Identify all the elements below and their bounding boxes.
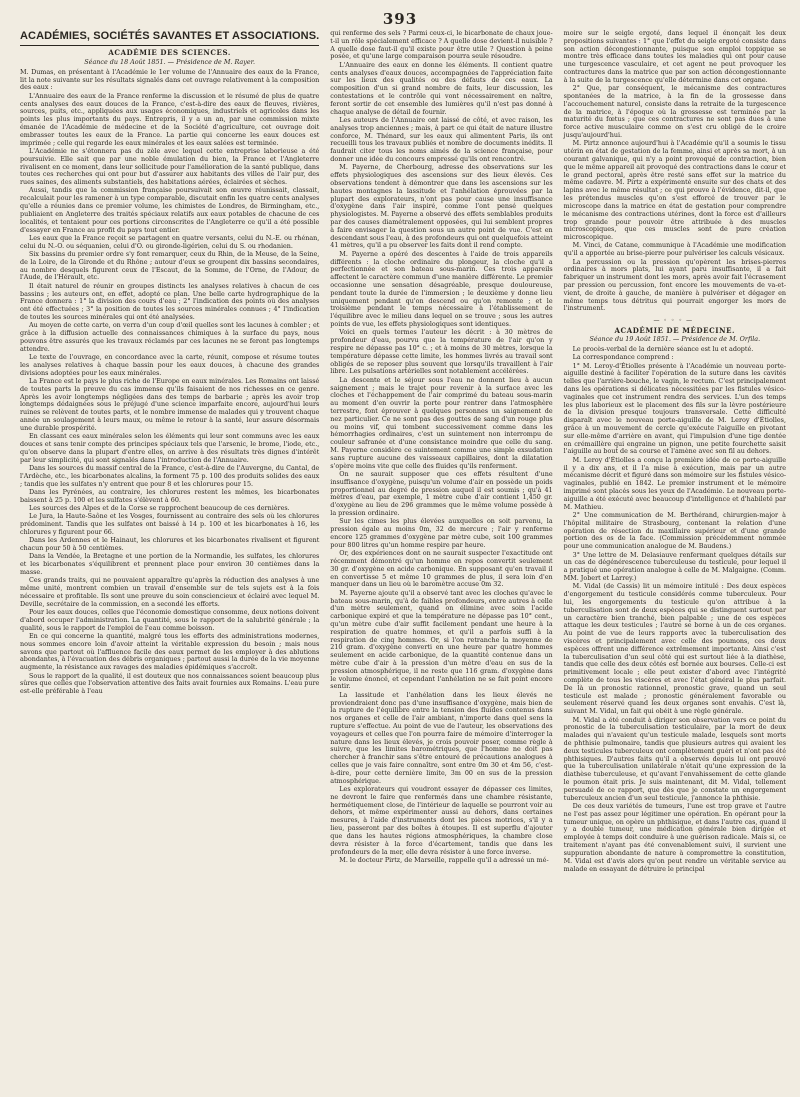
paragraph: La correspondance comprend :	[572, 353, 674, 362]
paragraph: M. Vidal (de Cassis) lit un mémoire intitulé : Des deux espèces d'engorgement du testicule considérés comme tuberculeux. Pour lui, les engorgements du testicule qu'on attribue à la tuberculisation sont de deux espèces qui se distinguent surtout par un caractère bien tranché, bien palpable ; une de ces espèces attaque les deux testicules ; l'autre se borne à un de ces organes. Au point de vue de leurs rapports avec la tuberculisation des viscères et principalement avec celle des poumons, ces deux espèces offrent une différence extrêmement importante. Ainsi c'est la tuberculisation d'un seul côté qui est surtout liée à la diathèse, tandis que celle des deux côtés est bornée aux bourses. Celle-ci est primitivement locale ; elle peut exister d'abord avec l'intégrité complète de tous les viscères et avec l'état général le plus parfait. De là un pronostic rationnel, pronostic grave, quand un seul testicule est malade ; pronostic généralement favorable ou seulement réservé quand les deux organes sont envahis. C'est là, suivant M. Vidal, un fait qui obéit à une règle générale.	[563, 582, 786, 716]
section-headline: ACADÉMIES, SOCIÉTÉS SAVANTES ET ASSOCIATIONS.	[20, 30, 319, 46]
paragraph: L'Annuaire des eaux en donne les éléments. Il contient quatre cents analyses d'eaux douces, accompagnées de l'appréciation faite sur les lieux des qualités ou des défauts de ces eaux. La composition d'un si grand nombre de faits, leur discussion, les contestations et le contrôle qui vont nécessairement en naître, feront sortir de cet ensemble des lumières qu'il n'est pas donné à chaque analyse de détail de fournir.	[330, 60, 553, 116]
text-columns	[20, 30, 786, 1091]
paragraph: La percussion ou la pression qu'opèrent les brises-pierres ordinaires à mors plats, lui ayant paru insuffisante, il a fait fabriquer un instrument dont les mors, après avoir fait l'écrasement par pression ou percussion, font encore les mouvements de va-et-vient, de droite à gauche, de manière à pulvériser et dégager en même temps tous détritus qui pourrait engorger les mors de l'instrument.	[563, 257, 786, 313]
paragraph: 3° Une lettre de M. Delasiauve renfermant quelques détails sur un cas de dégénérescence tuberculeuse du testicule, pour lequel il a pratiqué une opération analogue à celle de M. Malgaigne. (Comm. MM. Jobert et Larrey.)	[563, 550, 786, 582]
paragraph: En classant ces eaux minérales selon les éléments qui leur sont communs avec les eaux douces et sans tenir compte des principes spéciaux tels que l'arsenic, le brome, l'iode, etc., qu'on observe dans la plupart d'entre elles, on arrive à des résultats très dignes d'intérêt par leur simplicité, qui sont signalés dans l'introduction de l'Annuaire.	[20, 432, 320, 464]
paragraph: Le Jura, la Haute-Saône et les Vosges, fournissent au contraire des sels où les chlorures prédominent. Tandis que les sulfates ont baissé à 14 p. 100 et les bicarbonates à 16, les chlorures y figurent pour 66.	[20, 512, 320, 536]
paragraph: 2° Que, par conséquent, le mécanisme des contractures spontanées de la matrice, à la fin de la grossesse dans l'accouchement naturel, consiste dans la retraite de la turgescence de la matrice, à l'époque où la grossesse est terminée par la maturité du fœtus ; que ces contractures ne sont pas dues à une force active musculaire comme on s'est cru obligé de le croire jusqu'aujourd'hui.	[563, 84, 786, 140]
paragraph: M. Payerne ajoute qu'il a observé tant avec les cloches qu'avec le bateau sous-marin, qu'à de faibles profondeurs, entre autres à celle d'un mètre seulement, quand on élimine avec soin l'acide carbonique expiré et que la température ne dépasse pas 10° cent., qu'un mètre cube d'air suffit facilement pendant une heure à la respiration de quatre hommes, et qu'il a parfois suffi à la respiration de cinq hommes. Or, si l'on retranche la moyenne de 210 gram. d'oxygène converti en une heure par quatre hommes seulement en acide carbonique, de la quantité contenue dans un mètre cube d'air à la pression d'un mètre d'eau en sus de la pression atmosphérique, il ne reste que 116 gram. d'oxygène dans le volume énoncé, et cependant l'anhélation ne se fait point encore sentir.	[330, 588, 553, 691]
paragraph: La descente et le séjour sous l'eau ne donnent lieu à aucun saignement ; mais le trajet pour revenir à la surface avec les cloches et l'échappement de l'air comprimé du bateau sous-marin au moment d'en ouvrir la porte pour rentrer dans l'atmosphère terrestre, font éprouver à quelques personnes un saignement de nez particulier. Ce ne sont pas des gouttes de sang d'un rouge plus ou moins vif, qui tombent successivement comme dans les hémorrhagies ordinaires, c'est un suintement non interrompu de couleur safranée et d'une consistance moindre que celle du sang. M. Payerne considère ce suintement comme une simple exsudation sans rupture aucune des vaisseaux capillaires, dont la dilatation s'opère moins vite que celle des fluides qu'ils renferment.	[330, 375, 553, 470]
paragraph: La lassitude et l'anhélation dans les lieux élevés ne proviendraient donc pas d'une insuffisance d'oxygène, mais bien de la rupture de l'équilibre entre la tension des fluides contenus dans nos organes et celle de l'air ambiant, n'importe dans quel sens la rupture s'effectue. Au point de vue de l'auteur, les observations des voyageurs et celles que l'on pourra faire de mémoire d'interroger la nature dans les lieux élevés, je crois pouvoir poser, comme règle à suivre, que les limites barométriques, que l'homme ne doit pas chercher à franchir sans s'être entouré de précautions analogues à celles que je vais faire connaître, sont entre 0m 30 et 4m 56, c'est-à-dire, pour cette dernière limite, 3m 00 en sus de la pression atmosphérique.	[330, 690, 553, 785]
paragraph: M. Dumas, en présentant à l'Académie le 1er volume de l'Annuaire des eaux de la France, lit la note suivante sur les résultats signalés dans cet ouvrage relativement à la composition des eaux :	[20, 67, 320, 92]
paragraph: Ces grands traits, qui ne pouvaient apparaître qu'après la réduction des analyses à une même unité, montrent combien un travail d'ensemble sur de tels sujets est à la fois nécessaire et profitable. Ils sont une preuve du soin consciencieux et éclairé avec lequel M. Deville, secrétaire de la commission, en a secondé les efforts.	[20, 576, 320, 608]
paragraph: qui renferme des sels ? Parmi ceux-ci, le bicarbonate de chaux joue-t-il un rôle spécialement efficace ? A quelle dose devient-il nuisible ? A quelle dose faut-il qu'il existe pour être utile ? Question à peine posée, et qu'une large comparaison pourra seule résoudre.	[330, 29, 553, 61]
academy-sciences-session: Séance du 18 Août 1851. — Présidence de M. Rayer.	[84, 57, 255, 66]
paragraph: Dans les Pyrénées, au contraire, les chlorures restent les mêmes, les bicarbonates baissent à 25 p. 100 et les sulfates s'élèvent à 60.	[20, 487, 320, 504]
paragraph: De ces deux variétés de tumeurs, l'une est trop grave et l'autre ne l'est pas assez pour légitimer une opération. En opérant pour la tumeur unique, on opère un phthisique, et dans l'autre cas, quand il y a double tumeur, une médication générale bien dirigée et employée à temps doit conduire à une guérison radicale. Mais si, ce traitement n'ayant pas été convenablement suivi, il survient une suppuration abondante de nature à compromettre la constitution, M. Vidal est d'avis alors qu'on peut rendre un véritable service au malade en essayant de détruire le principal	[563, 802, 786, 873]
paragraph: 2° Une communication de M. Berthérand, chirurgien-major à l'hôpital militaire de Strasbourg, contenant la relation d'une opération de résection du maxillaire supérieur et d'une grande portion des os de la face. (Commission précédemment nommée pour une communication analogue de M. Baudens.)	[563, 510, 786, 551]
paragraph: M. Payerne a opéré des descentes à l'aide de trois appareils différents : la cloche ordinaire du plongeur, la cloche qu'il a perfectionnée et son bateau sous-marin. Ces trois appareils affectent le caractère commun d'une manière différente. Le premier occasionne une sensation désagréable, presque douloureuse, pendant toute la durée de l'immersion ; le deuxième y donne lieu uniquement pendant qu'on descend ou qu'on remonte ; et le troisième pendant le temps nécessaire à l'établissement de l'équilibre avec le milieu dans lequel on se trouve ; sous les autres points de vue, les effets physiologiques sont identiques.	[330, 249, 553, 329]
paragraph: Aussi, tandis que la commission française poursuivait son œuvre réunissait, classait, recalculait pour les ramener à un type comparable, discutait enfin les quatre cents analyses qu'elle a réunies dans ce premier volume, les chimistes de Londres, de Birmingham, etc., publiaient en Angleterre des traités spéciaux relatifs aux eaux potables de chacune de ces localités, et tentaient pour ces portions circonscrites de l'Angleterre ce qu'il a été possible d'essayer en France au profit du pays tout entier.	[20, 186, 320, 234]
paragraph: Sur les cimes les plus élevées auxquelles on soit parvenu, la pression égale au moins 0m, 32 de mercure ; l'air y renferme encore 125 grammes d'oxygène par mètre cube, soit 100 grammes pour 800 litres qu'un homme respire par heure.	[330, 517, 553, 549]
academy-medicine-title: ACADÉMIE DE MÉDECINE.	[614, 325, 736, 335]
paragraph: M. Leroy d'Étiolles a conçu la première idée de ce porte-aiguille il y a dix ans, et il l'a mise à exécution, mais par un autre mécanisme décrit et figuré dans son mémoire sur les fistules vésico-vaginales, publié en 1842. Le premier instrument et le mémoire imprimé sont placés sous les yeux de l'Académie. Le nouveau porte-aiguille a été exécuté avec beaucoup d'intelligence et d'habileté par M. Mathieu.	[563, 455, 786, 511]
paragraph: Le procès-verbal de la dernière séance est lu et adopté.	[572, 344, 754, 353]
academy-sciences-title: ACADÉMIE DES SCIENCES.	[108, 48, 231, 58]
paragraph: Les auteurs de l'Annuaire ont laissé de côté, et avec raison, les analyses trop anciennes ; mais, à part ce qui était de nature illustre conforce, M. Thénard, sur les eaux qui alimentent Paris, ils ont recueilli tous les travaux publiés et nombre de documents inédits. Il faudrait citer tous les noms aimés de la science française, pour donner une idée du concours empressé qu'ils ont rencontré.	[330, 115, 553, 163]
paragraph: Sous le rapport de la qualité, il est douteux que nos connaissances soient beaucoup plus sûres que celles que l'observation attentive des faits avait fournies aux Romains. L'eau pure est-elle préférable à l'eau	[20, 671, 320, 696]
paragraph: Au moyen de cette carte, on verra d'un coup d'œil quelles sont les lacunes à combler ; et grâce à la diffusion actuelle des connaissances chimiques à la surface du pays, nous pouvons être assurés que les travaux réclamés par ces lacunes ne se feront pas longtemps attendre.	[20, 321, 320, 353]
paragraph: M. Pirtz annonce aujourd'hui à l'Académie qu'il a soumis le tissu utérin en état de gestation de la femme, ainsi et après sa mort, à un courant galvanique, qui n'y a point provoqué de contraction, bien que le même appareil ait provoqué des contractions dans le cœur et le grand pectoral, après être resté sans effet sur la matrice du même cadavre. M. Pirtz a expérimenté ensuite sur des chats et des lapins avec le même résultat ; ce qui prouve à l'évidence, dit-il, que les prétendus muscles qu'on s'est efforcé de trouver par le microscope dans la matrice en état de gestation pour comprendre le mécanisme des contractions utérines, dont la force est d'ailleurs trop grande pour pouvoir être attribuée à des muscles microscopiques, que ces muscles sont de pure création microscopique.	[563, 139, 786, 242]
paragraph: En ce qui concerne la quantité, malgré tous les efforts des administrations modernes, nous sommes encore loin d'avoir atteint la véritable expression du besoin ; mais nous savons que partout où l'affluence facile des eaux permet de les employer à des ablutions abondantes, à l'évacuation des débris organiques ; partout aussi la durée de la vie moyenne augmente, la résistance aux ravages des maladies épidémiques s'accroît.	[20, 631, 320, 672]
paragraph: La France est le pays le plus riche de l'Europe en eaux minérales. Les Romains ont laissé de toutes parts la preuve du cas immense qu'ils faisaient de nos richesses en ce genre. Après les avoir longtemps négligées dans des temps de barbarie ; après les avoir trop longtemps dédaignées sous le préjugé d'une science imparfaite encore, aujourd'hui leurs ruines se relèvent de toutes parts, et le nombre immense de malades qui y trouvent chaque année un soulagement à leurs maux, ou même le retour à la santé, leur assure désormais une durable prospérité.	[20, 376, 320, 432]
column-3	[564, 30, 786, 1091]
paragraph: Dans les Ardennes et le Hainaut, les chlorures et les bicarbonates rivalisent et figurent chacun pour 50 à 50 centièmes.	[20, 536, 320, 552]
paragraph: Dans la Vendée, la Bretagne et une portion de la Normandie, les sulfates, les chlorures et les bicarbonates s'équilibrent et prennent place pour environ 30 centièmes dans la masse.	[20, 552, 320, 576]
paragraph: L'Annuaire des eaux de la France renferme la discussion et le résumé de plus de quatre cents analyses des eaux douces de la France, c'est-à-dire des eaux de fleuves, rivières, sources, puits, etc., appliquées aux usages économiques, industriels et agricoles dans les points les plus importants du pays. Entrepris, il y a un an, par une commission mixte émanée de l'Académie de médecine et de la Société d'agriculture, cet ouvrage doit embrasser toutes les eaux de la France. La partie qui concerne les eaux douces est imprimée ; celle qui regarde les eaux minérales et les eaux salées est terminée.	[20, 91, 320, 147]
paragraph: Le texte de l'ouvrage, en concordance avec la carte, réunit, compose et résume toutes les analyses relatives à chaque bassin pour les eaux douces, à chacune des grandes divisions adoptées pour les eaux minérales.	[20, 353, 320, 377]
paragraph: Les eaux que la France reçoit se partagent en quatre versants, celui du N.-E. ou rhénan, celui du N.-O. ou séquanien, celui d'O. ou gironde-ligérien, celui du S. ou rhodanien.	[20, 233, 320, 250]
paragraph: Il était naturel de réunir en groupes distincts les analyses relatives à chacun de ces bassins ; les auteurs ont, en effet, adopté ce plan. Une belle carte hydrographique de la France donnera : 1° la division des cours d'eau ; 2° l'indication des points où des analyses ont été effectuées ; 3° la position de toutes les sources minérales connues ; 4° l'indication de toutes les sources minérales qui ont été analysées.	[20, 281, 320, 321]
paragraph: M. Payerne, de Cherbourg, adresse des observations sur les effets physiologiques des ascensions sur des lieux élevés. Ces observations tendent à démontrer que dans les ascensions sur les hautes montagnes la lassitude et l'anhélation éprouvées par la plupart des explorateurs, n'ont pas pour cause une insuffisance d'oxygène dans l'air inspiré, comme l'ont pensé quelques physiologistes. M. Payerne a observé des effets semblables produits par des causes diamétralement opposées, qui lui semblent propres à faire envisager la question sous un autre point de vue. C'est en descendant sous l'eau, à des profondeurs qui ont quelquefois atteint 41 mètres, qu'il a pu observer les faits dont il rend compte.	[330, 163, 553, 250]
paragraph: Les sources des Alpes et de la Corse se rapprochent beaucoup de ces dernières.	[29, 503, 290, 512]
paragraph: M. le docteur Pirtz, de Marseille, rappelle qu'il a adressé un mé-	[339, 855, 549, 864]
paragraph: M. Vidal a été conduit à diriger son observation vers ce point du pronostic de la tuberculisation testiculaire, par la mort de deux malades qui n'avaient qu'un testicule malade, lesquels sont morts de phthisie pulmonaire, tandis que plusieurs autres qui avaient les deux testicules tuberculeux ont complètement guéri et n'ont pas été phthisiques. D'autres faits qu'il a observés depuis lui ont prouvé que la tuberculisation unilatérale n'était qu'une expression de la diathèse tuberculeuse, et qu'avant l'envahissement de cette glande le poumon était pris. Je suis maintenant, dit M. Vidal, tellement persuadé de ce rapport, que dès que je constate un engorgement tuberculeux ancien d'un seul testicule, j'annonce la phthisie.	[563, 715, 786, 802]
paragraph: On ne saurait supposer que ces effets résultent d'une insuffisance d'oxygène, puisqu'un volume d'air en possède un poids proportionnel au degré de pression auquel il est soumis ; qu'à 41 mètres d'eau, par exemple, 1 mètre cube d'air contient 1,450 gr. d'oxygène au lieu de 296 grammes que le même volume possède à la pression ordinaire.	[330, 470, 553, 518]
paragraph: L'Académie ne s'étonnera pas du zèle avec lequel cette entreprise laborieuse a été poursuivie. Elle sait que par une noble émulation du bien, la France et l'Angleterre rivalisent en ce moment, dans leur sollicitude pour l'amélioration de la santé publique, dans toutes ces recherches qui ont pour but d'assurer aux habitants des villes de l'air pur, des rues saines, des aliments substantiels, des habitations aérées, éclairées et sèches.	[20, 146, 320, 187]
paragraph: moire sur le seigle ergoté, dans lequel il énonçait les deux propositions suivantes : 1° que l'effet du seigle ergoté consiste dans son action décongestionnante, puisque son emploi toppique se montre très efficace dans toutes les maladies qui ont pour cause une turgescence vasculaire, et cet agent ne peut provoquer les contractures dans la matrice que par son action décongestionnante à la suite de la turgescence qu'elle détermine dans cet organe.	[563, 29, 786, 84]
paragraph: Voici en quels termes l'auteur les décrit : à 30 mètres de profondeur d'eau, pourvu que la température de l'air qu'on y respire ne dépasse pas 10° c. ; et à moins de 30 mètres, lorsque la température dépasse cette limite, les hommes livrés au travail sont obligés de se reposer plus souvent que lorsqu'ils travaillent à l'air libre. Les pulsations artérielles sont notablement accélérées.	[330, 328, 553, 376]
ornament-divider: —◦◦◦—	[653, 317, 697, 325]
academy-medicine-session: Séance du 19 Août 1851. — Présidence de M. Orfila.	[589, 335, 761, 344]
paragraph: Pour les eaux douces, celles que l'économie domestique consomme, deux notions doivent d'abord occuper l'administration. La quantité, sous le rapport de la salubrité générale ; la qualité, sous le rapport de l'emploi de l'eau comme boisson.	[20, 608, 320, 632]
paragraph: 1° M. Leroy-d'Étiolles présente à l'Académie un nouveau porte-aiguille destiné à faciliter l'opération de la suture dans les cavités telles que l'arrière-bouche, le vagin, le rectum. C'est principalement dans les opérations si délicates nécessitées par les fistules vésico-vaginales que cet instrument rendra des services. L'un des temps les plus laborieux est le placement des fils sur la lèvre postérieure de la division presque toujours transversale. Cette difficulté disparaît avec le nouveau porte-aiguille de M. Leroy d'Étiolles, grâce à un mouvement de cercle qu'exécute l'aiguille en pivotant sur elle-même d'arrière en avant, qui l'impulsion d'une tige dentée en crémaillère qui engraine un pignon, une petite fourchette saisit l'aiguille au bout de sa course et l'amène avec son fil au dehors.	[563, 361, 786, 456]
page-number: 393	[382, 10, 418, 28]
paragraph: Les explorateurs qui voudront essayer de dépasser ces limites, ne devront le faire que renfermés dans une chambre résistante, hermétiquement close, de l'intérieur de laquelle se pourront voir au dehors, et même expérimenter aussi au dehors, dans certaines mesures, à l'aide d'instruments dont les pièces motrices, s'il y a lieu, passeront par des boîtes à étoupes. Il est superflu d'ajouter que dans les hautes régions atmosphériques, la chambre close devra résister à la force d'écartement, tandis que dans les profondeurs de la mer, elle devra résister à une force inverse.	[330, 785, 553, 856]
column-1	[20, 30, 319, 1091]
paragraph: M. Vinci, de Catane, communique à l'Académie une modification qu'il a apportée au brise-pierre pour pulvériser les calculs vésicaux.	[563, 241, 786, 258]
paragraph: Six bassins du premier ordre s'y font remarquer, ceux du Rhin, de la Meuse, de la Seine, de la Loire, de la Gironde et du Rhône ; autour d'eux se groupent dix bassins secondaires, au nombre desquels figurent ceux de l'Escaut, de la Somme, de l'Orne, de l'Adour, de l'Aude, de l'Hérault, etc.	[20, 249, 320, 282]
paragraph: Dans les sources du massif central de la France, c'est-à-dire de l'Auvergne, du Cantal, de l'Ardèche, etc., les bicarbonates alcalins, la forment 75 p. 100 des produits solides des eaux ; tandis que les sulfates n'y entrent que pour 8 et les chlorures pour 15.	[20, 463, 320, 488]
column-2	[330, 30, 552, 1091]
paragraph: Or, des expériences dont on ne saurait suspecter l'exactitude ont récemment démontré qu'un homme en repos convertit seulement 30 gr. d'oxygène en acide carbonique. En supposant qu'en travail il en convertisse 5 et même 10 grammes de plus, il sera loin d'en manquer dans un lieu où le baromètre accuse 0m 32.	[330, 549, 553, 589]
